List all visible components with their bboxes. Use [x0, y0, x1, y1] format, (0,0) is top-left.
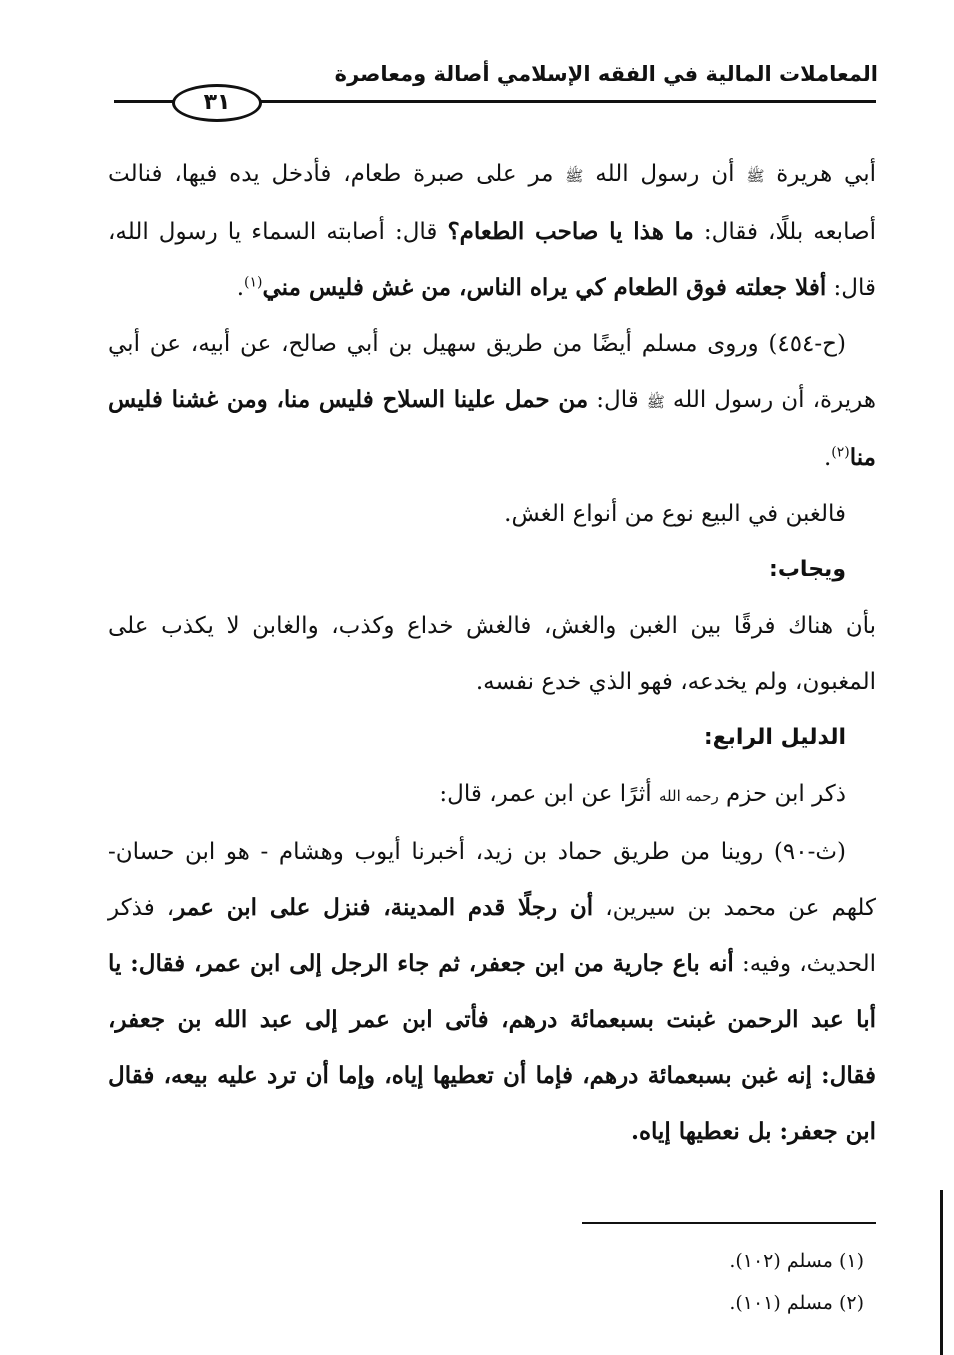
- honorific-ligature: ﷺ: [746, 167, 765, 185]
- body-text: [108, 146, 876, 1160]
- text-run: .: [236, 275, 245, 301]
- text-run: أن رسول الله: [583, 161, 747, 187]
- page-number: ٣١: [172, 84, 262, 122]
- honorific-ligature: رحمه الله: [658, 787, 719, 805]
- running-title: المعاملات المالية في الفقه الإسلامي أصالة ومعاصرة: [334, 62, 878, 86]
- text-run: مر على صبرة طعام، فأدخل يده فيها، فنالت أصابعه بللًا، فقال:: [108, 161, 877, 245]
- paragraph-conclusion: فالغبن في البيع نوع من أنواع الغش.: [504, 501, 846, 527]
- section-heading-fourth-evidence: الدليل الرابع:: [703, 725, 846, 750]
- text-run: (ث-٩٠) روينا من طريق حماد بن زيد، أخبرنا أيوب وهشام - هو ابن حسان- كلهم عن محمد بن سيرين،: [108, 839, 876, 921]
- text-run: أثرًا عن ابن عمر، قال:: [439, 781, 659, 807]
- honorific-ligature: ﷺ: [565, 167, 584, 185]
- footnote-2: (٢) مسلم (١٠١).: [729, 1292, 864, 1314]
- footnote-rule: [582, 1222, 876, 1224]
- paragraph-ibn-hazm: [108, 766, 876, 824]
- honorific-ligature: ﷺ: [646, 393, 665, 411]
- footnote-ref: (٢): [831, 444, 850, 461]
- text-run: أبي هريرة: [764, 161, 877, 187]
- paragraph-hadith-1: [108, 146, 876, 316]
- footnotes: [729, 1240, 864, 1324]
- text-run: ذكر ابن حزم: [718, 781, 846, 807]
- paragraph-athar-90: [108, 824, 876, 1160]
- hadith-quote: ما هذا يا صاحب الطعام؟: [447, 218, 694, 245]
- text-run: ، فذكر الحديث، وفيه:: [108, 895, 876, 977]
- text-run: .: [823, 445, 832, 471]
- footnote-1: (١) مسلم (١٠٢).: [729, 1250, 864, 1272]
- text-run: قال:: [588, 387, 647, 413]
- hadith-quote: أفلا جعلته فوق الطعام كي يراه الناس، من غش فليس مني: [262, 274, 827, 301]
- athar-quote: أن رجلًا قدم المدينة، فنزل على ابن عمر: [174, 894, 594, 921]
- footnote-ref: (١): [244, 274, 263, 291]
- section-heading-reply: ويجاب:: [769, 557, 846, 582]
- paragraph-hadith-454: [108, 316, 876, 486]
- scan-edge-line: [940, 1190, 943, 1355]
- hadith-quote: من حمل علينا السلاح فليس منا، ومن غشنا فليس منا: [108, 386, 876, 471]
- text-run: قال: أصابته السماء يا رسول الله، قال:: [108, 219, 876, 301]
- text-run: (ح-٤٥٤) وروى مسلم أيضًا من طريق سهيل بن أبي صالح، عن أبيه، عن أبي هريرة، أن رسول الله: [108, 331, 876, 413]
- paragraph-reply: بأن هناك فرقًا بين الغبن والغش، فالغش خداع وكذب، والغابن لا يكذب على المغبون، ولم يخدعه، فهو الذي خدع نفسه.: [108, 613, 876, 695]
- athar-quote: أنه باع جارية من ابن جعفر، ثم جاء الرجل إلى ابن عمر، فقال: يا أبا عبد الرحمن غبنت بسبعمائة درهم، فأتى ابن عمر إلى عبد الله بن جعفر، فقال: إنه غبن بسبعمائة درهم، فإما أن تعطيها إياه، وإما أن ترد عليه بيعه، فقال ابن جعفر: بل نعطيها إياه.: [108, 950, 876, 1145]
